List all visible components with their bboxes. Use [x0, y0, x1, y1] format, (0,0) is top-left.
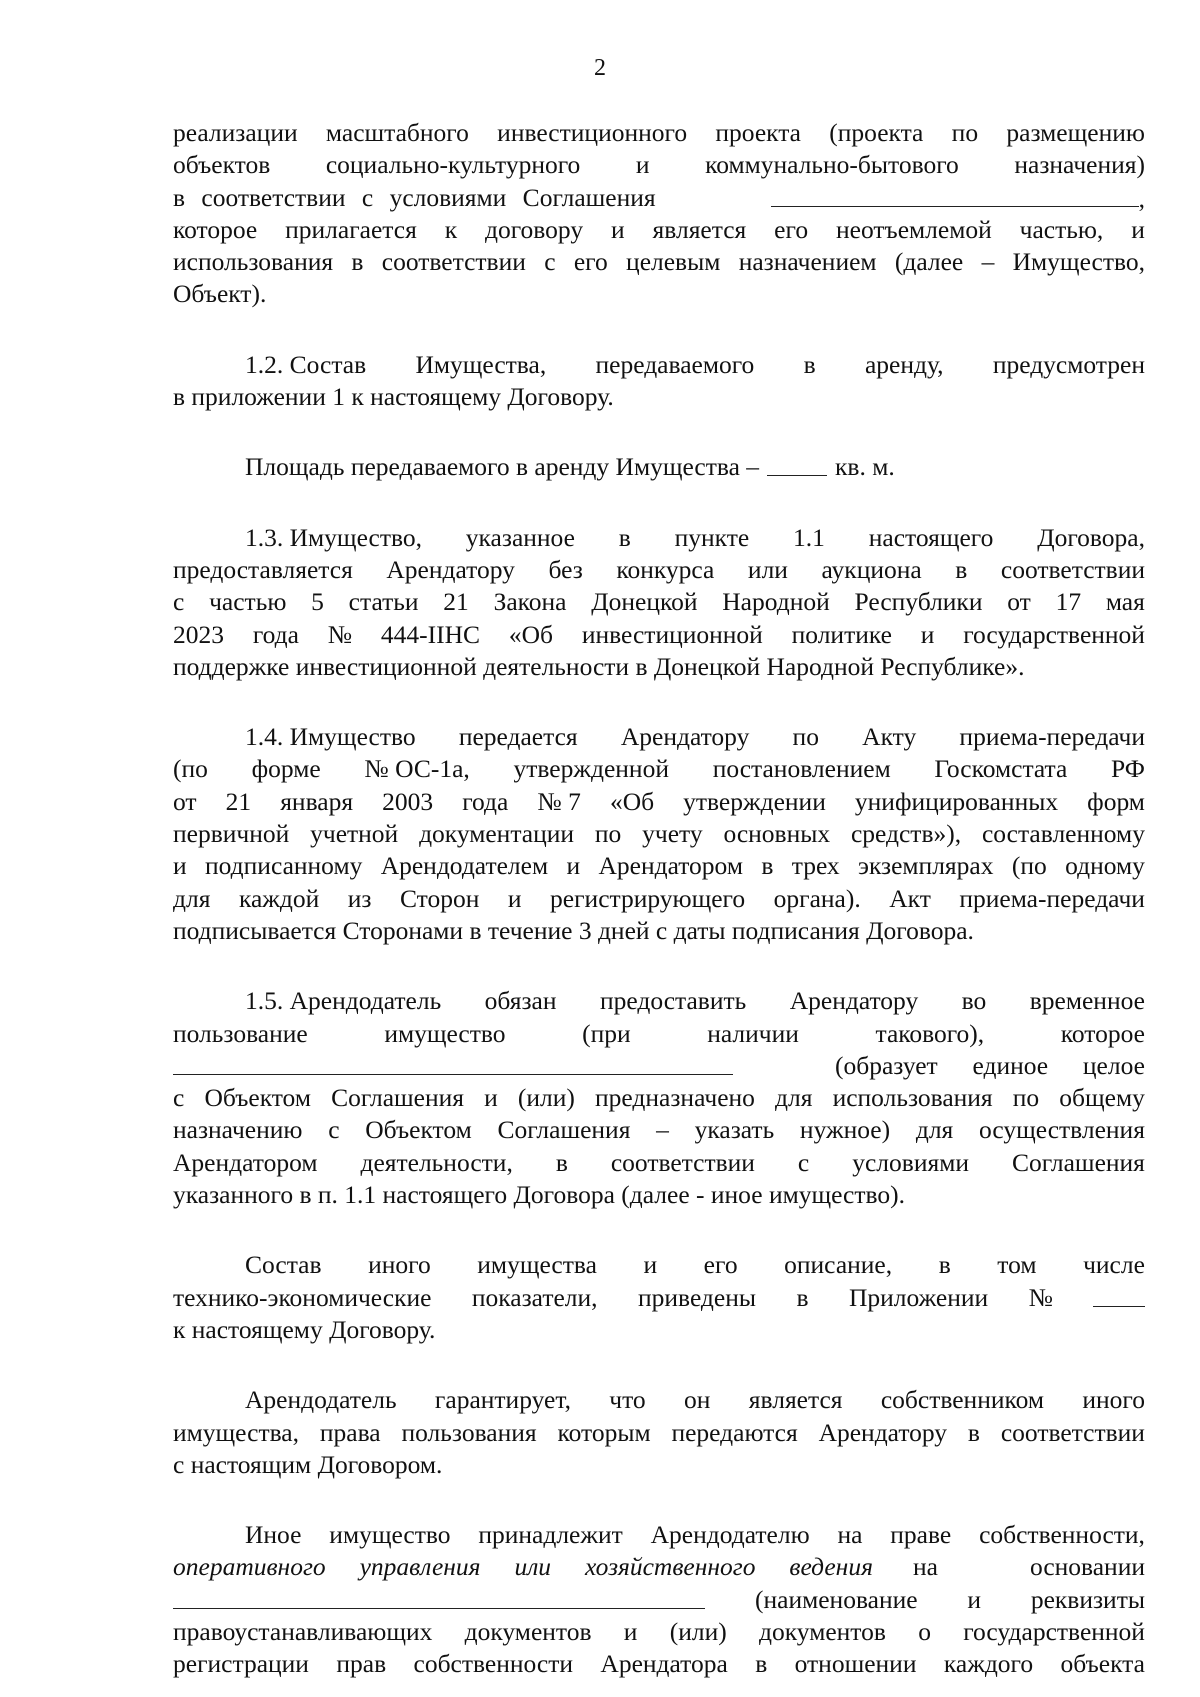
- appendix-number-blank: [1093, 1282, 1145, 1307]
- word: документов: [759, 1616, 886, 1646]
- paragraph-line: [173, 522, 1145, 554]
- word: соответствии: [1000, 554, 1145, 584]
- word: утверждении: [683, 786, 826, 816]
- paragraph-line: [173, 1147, 1145, 1179]
- word: года: [462, 786, 509, 816]
- word: 2003: [382, 786, 434, 816]
- word: Иное: [245, 1520, 302, 1550]
- paragraph-line: [173, 883, 1145, 915]
- word: или: [514, 1552, 552, 1582]
- word: оперативного: [173, 1552, 326, 1582]
- word: «Об: [508, 619, 554, 649]
- word: указанное: [465, 522, 575, 552]
- word: использования: [173, 247, 334, 277]
- word: частью,: [1019, 214, 1104, 244]
- word: Госкомстата: [934, 754, 1068, 784]
- word: документов: [464, 1616, 592, 1646]
- paragraph-line: [173, 1584, 1145, 1616]
- paragraph-line: [173, 786, 1145, 818]
- comma: ,: [1138, 183, 1145, 213]
- word: соответствии: [381, 247, 526, 277]
- word: общему: [1059, 1083, 1145, 1113]
- word: из: [347, 883, 372, 913]
- word: (или): [517, 1083, 575, 1113]
- word: в: [351, 247, 364, 277]
- word: Республики: [854, 587, 983, 617]
- page-number: 2: [594, 55, 606, 81]
- word: имущества: [477, 1250, 597, 1280]
- word: средств»),: [850, 819, 962, 849]
- word: (по: [173, 754, 208, 784]
- paragraph-line: [173, 1050, 1145, 1082]
- paragraph-line: [173, 214, 1145, 246]
- word: по: [594, 819, 622, 849]
- word: том: [997, 1250, 1037, 1280]
- line-text: указанного в п. 1.1 настоящего Договора (далее - иное имущество).: [173, 1180, 906, 1210]
- paragraph-line: [173, 117, 1145, 149]
- word: объекта: [1060, 1649, 1145, 1679]
- word: Имущество,: [1012, 247, 1145, 277]
- word: целое: [1082, 1050, 1145, 1080]
- line-words: в соответствии с условиями Соглашения: [173, 182, 656, 212]
- line-words: [913, 1551, 1145, 1583]
- word: унифицированных: [854, 786, 1059, 816]
- word: в: [803, 349, 816, 379]
- line-text: в приложении 1 к настоящему Договору.: [173, 382, 614, 412]
- word: которое: [173, 214, 258, 244]
- word: от: [173, 786, 197, 816]
- paragraph-line: [173, 651, 1145, 683]
- word: (наименование: [755, 1584, 918, 1614]
- word: Объектом: [204, 1083, 311, 1113]
- word: утвержденной: [513, 754, 669, 784]
- word: Арендодателем: [380, 851, 549, 881]
- word: Приложении: [848, 1282, 989, 1312]
- word: форм: [1087, 786, 1145, 816]
- paragraph-line: [173, 246, 1145, 278]
- word: Имущества,: [415, 349, 547, 379]
- line-text: с настоящим Договором.: [173, 1449, 443, 1479]
- line-text: Площадь передаваемого в аренду Имущества –: [245, 452, 760, 482]
- word: с: [797, 1147, 810, 1177]
- word: статьи: [348, 587, 419, 617]
- word: передаваемого: [595, 349, 755, 379]
- word: и: [635, 150, 650, 180]
- word: предусмотрен: [992, 349, 1145, 379]
- word: и: [507, 883, 522, 913]
- word: или: [747, 554, 788, 584]
- word: Арендатору: [386, 554, 515, 584]
- word: учетной: [310, 819, 399, 849]
- word: Закона: [493, 587, 567, 617]
- word: ведения: [789, 1552, 873, 1582]
- word: Арендатору: [789, 986, 919, 1016]
- word: он: [684, 1385, 711, 1415]
- word: 2023: [173, 619, 224, 649]
- word: для: [173, 883, 211, 913]
- word: с: [544, 247, 556, 277]
- word: и: [623, 1616, 638, 1646]
- word: инвестиционного: [497, 118, 688, 147]
- word: обязан: [484, 986, 557, 1016]
- word: аренду,: [864, 349, 944, 379]
- unit-text: кв. м.: [835, 452, 895, 482]
- word: масштабного: [325, 118, 469, 147]
- paragraph-line: [173, 1114, 1145, 1146]
- word: собственником: [880, 1385, 1044, 1415]
- word: –: [656, 1115, 669, 1145]
- word: является: [748, 1385, 843, 1415]
- word: в: [967, 1417, 980, 1447]
- line-text: к настоящему Договору.: [173, 1314, 436, 1344]
- paragraph-line: [173, 818, 1145, 850]
- word: с: [173, 1083, 185, 1113]
- word: и: [643, 1250, 658, 1280]
- word: настоящего: [868, 522, 994, 552]
- line-words: [173, 1282, 1053, 1314]
- word: постановлением: [712, 754, 891, 784]
- word: для: [915, 1115, 954, 1145]
- word: регистрации: [173, 1649, 309, 1679]
- word: реквизиты: [1030, 1584, 1145, 1614]
- word: о: [918, 1616, 931, 1646]
- word: №: [1028, 1282, 1053, 1312]
- word: Объектом: [365, 1115, 472, 1145]
- word: по: [951, 118, 979, 147]
- word: объектов: [173, 150, 271, 180]
- paragraph-line: [173, 182, 1145, 214]
- word: которым: [557, 1417, 651, 1447]
- paragraph-line: [173, 1519, 1145, 1551]
- word: на: [913, 1552, 938, 1582]
- word: на: [837, 1520, 863, 1550]
- word: Арендатору: [818, 1417, 948, 1447]
- word: Арендатора: [600, 1649, 728, 1679]
- word: с: [328, 1115, 340, 1145]
- italic-words: [173, 1551, 873, 1583]
- word: для: [775, 1083, 813, 1113]
- word: пользования: [401, 1417, 537, 1447]
- line-text: Объект).: [173, 279, 267, 309]
- word: и: [173, 851, 187, 881]
- paragraph-line: [173, 1616, 1145, 1648]
- word: 21: [225, 786, 252, 816]
- word: предоставляется: [173, 554, 353, 584]
- word: размещению: [1006, 118, 1145, 147]
- word: в: [555, 1147, 568, 1177]
- paragraph-line: [173, 1417, 1145, 1449]
- word: временное: [1029, 986, 1145, 1016]
- word: основных: [723, 819, 831, 849]
- fill-in-blank: [771, 182, 1139, 207]
- word: единое: [972, 1050, 1049, 1080]
- word: органа).: [773, 883, 861, 913]
- word: трех: [791, 851, 840, 881]
- word: в: [955, 554, 968, 584]
- word: числе: [1083, 1250, 1145, 1280]
- word: мая: [1105, 587, 1145, 617]
- word: коммунально-бытового: [705, 150, 959, 180]
- word: что: [609, 1385, 646, 1415]
- paragraph-line: [173, 1314, 1145, 1346]
- word: соответствии: [1000, 1417, 1145, 1447]
- word: соответствии: [610, 1147, 755, 1177]
- word: Народной: [722, 587, 830, 617]
- word: Соглашения: [331, 1083, 465, 1113]
- word: конкурса: [616, 554, 715, 584]
- paragraph-line: [173, 985, 1145, 1017]
- paragraph-line: [173, 451, 1145, 483]
- paragraph-line: [173, 1282, 1145, 1314]
- word: форме: [251, 754, 321, 784]
- paragraph-line: [173, 1384, 1145, 1416]
- word: передаются: [671, 1417, 798, 1447]
- word: экземплярах: [858, 851, 994, 881]
- word: (образует: [835, 1050, 938, 1080]
- word: Соглашения: [497, 1115, 631, 1145]
- paragraph-line: [173, 753, 1145, 785]
- word: инвестиционной: [581, 619, 763, 649]
- word: Акт: [889, 883, 931, 913]
- word: назначением: [738, 247, 877, 277]
- area-blank: [767, 451, 827, 476]
- word: хозяйственного: [584, 1552, 756, 1582]
- word: учету: [642, 819, 703, 849]
- word: каждого: [943, 1649, 1034, 1679]
- word: 1.1: [793, 522, 825, 552]
- word: Сторон: [399, 883, 480, 913]
- word: и: [1131, 214, 1145, 244]
- word: технико-экономические: [173, 1282, 432, 1312]
- word: по: [1012, 1083, 1040, 1113]
- word: каждой: [238, 883, 320, 913]
- word: деятельности,: [360, 1147, 513, 1177]
- word: пункте: [674, 522, 750, 552]
- word: реализации: [173, 118, 298, 147]
- word: права: [319, 1417, 381, 1447]
- word: (далее: [894, 247, 964, 277]
- paragraph-line: [173, 554, 1145, 586]
- paragraph-line: [173, 1082, 1145, 1114]
- word: Арендатором: [173, 1147, 318, 1177]
- word: управления: [359, 1552, 481, 1582]
- word: описание,: [784, 1250, 893, 1280]
- paragraph-line: [173, 915, 1145, 947]
- word: в: [796, 1282, 809, 1312]
- word: принадлежит: [478, 1520, 623, 1550]
- word: Договора,: [1037, 522, 1145, 552]
- word: № 7: [537, 786, 581, 816]
- word: первичной: [173, 819, 290, 849]
- word: в: [938, 1250, 951, 1280]
- word: такового),: [875, 1018, 985, 1048]
- word: Арендодатель: [245, 1385, 397, 1415]
- word: Арендатором: [598, 851, 743, 881]
- word: государственной: [963, 1616, 1145, 1646]
- word: собственности,: [979, 1520, 1145, 1550]
- word: его: [573, 247, 608, 277]
- word: передается: [458, 722, 578, 752]
- word: пользование: [173, 1018, 308, 1048]
- word: Соглашения: [1011, 1147, 1145, 1177]
- paragraph-line: [173, 149, 1145, 181]
- paragraph-line: [173, 349, 1145, 381]
- word: Акту: [862, 722, 917, 752]
- word: договору: [485, 214, 584, 244]
- word: Арендатору: [620, 722, 750, 752]
- word: его: [703, 1250, 738, 1280]
- line-words: [835, 1050, 1145, 1082]
- word: проекта: [715, 118, 801, 147]
- word: его: [774, 214, 809, 244]
- word: (проекта: [829, 118, 924, 147]
- paragraph-line: [173, 1648, 1145, 1680]
- word: аукциона: [821, 554, 922, 584]
- word: и: [610, 214, 625, 244]
- line-text: подписывается Сторонами в течение 3 дней с даты подписания Договора.: [173, 915, 974, 945]
- word: подписанному: [205, 851, 363, 881]
- word: отношении: [794, 1649, 917, 1679]
- word: одному: [1065, 851, 1145, 881]
- word: приведены: [638, 1282, 757, 1312]
- word: и: [484, 1083, 498, 1113]
- word: правоустанавливающих: [173, 1616, 433, 1646]
- word: указать: [694, 1115, 775, 1145]
- word: назначению: [173, 1115, 303, 1145]
- word: № ОС-1а,: [364, 754, 470, 784]
- paragraph-line: [173, 586, 1145, 618]
- paragraph-line: [173, 619, 1145, 651]
- line-text: поддержке инвестиционной деятельности в Донецкой Народной Республике».: [173, 651, 1025, 681]
- word: 21: [443, 587, 469, 617]
- word: 5: [311, 587, 324, 617]
- word: от: [1007, 587, 1031, 617]
- word: использования: [832, 1083, 993, 1113]
- word: иного: [1082, 1385, 1145, 1415]
- word: (или): [669, 1616, 727, 1646]
- paragraph-line: [173, 1449, 1145, 1481]
- word: нужное): [799, 1115, 891, 1145]
- word: в: [618, 522, 631, 552]
- word: РФ: [1111, 754, 1145, 784]
- word: показатели,: [471, 1282, 598, 1312]
- word: без: [548, 554, 583, 584]
- paragraph-line: [173, 1551, 1145, 1583]
- paragraph-line: [173, 721, 1145, 753]
- word: основании: [1029, 1552, 1145, 1582]
- word: года: [252, 619, 299, 649]
- word: частью: [209, 587, 287, 617]
- word: 1.5. Арендодатель: [245, 986, 442, 1016]
- word: осуществления: [979, 1115, 1145, 1145]
- word: которое: [1060, 1018, 1145, 1048]
- word: «Об: [609, 786, 655, 816]
- word: в: [755, 1649, 768, 1679]
- word: условиями: [852, 1147, 969, 1177]
- paragraph-line: [173, 1179, 1145, 1211]
- word: Арендодателю: [650, 1520, 810, 1550]
- word: (при: [582, 1018, 631, 1048]
- word: Состав: [245, 1250, 322, 1280]
- word: января: [280, 786, 354, 816]
- word: приема-передачи: [959, 722, 1145, 752]
- word: приема-передачи: [959, 883, 1145, 913]
- word: составленному: [981, 819, 1145, 849]
- word: 17: [1055, 587, 1082, 617]
- word: имущества,: [173, 1417, 299, 1447]
- word: 444-IIНС: [380, 619, 481, 649]
- word: №: [327, 619, 353, 649]
- fill-in-blank: [173, 1050, 733, 1075]
- word: собственности: [413, 1649, 574, 1679]
- word: иного: [368, 1250, 431, 1280]
- word: документации: [419, 819, 575, 849]
- word: является: [652, 214, 747, 244]
- word: 1.4. Имущество: [245, 722, 416, 752]
- word: в: [761, 851, 774, 881]
- word: –: [981, 247, 995, 277]
- word: целевым: [626, 247, 721, 277]
- word: и: [920, 619, 935, 649]
- word: назначения): [1014, 150, 1145, 180]
- word: имущество: [384, 1018, 506, 1048]
- word: предназначено: [595, 1083, 755, 1113]
- word: прилагается: [285, 214, 417, 244]
- word: прав: [336, 1649, 387, 1679]
- word: политике: [791, 619, 892, 649]
- paragraph-line: [173, 1249, 1145, 1281]
- word: наличии: [707, 1018, 799, 1048]
- word: 1.3. Имущество,: [245, 522, 422, 552]
- word: имущество: [329, 1520, 451, 1550]
- word: и: [967, 1584, 982, 1614]
- word: во: [961, 986, 987, 1016]
- word: социально-культурного: [325, 150, 581, 180]
- paragraph-line: [173, 850, 1145, 882]
- word: (по: [1011, 851, 1047, 881]
- word: предоставить: [599, 986, 747, 1016]
- word: и: [566, 851, 581, 881]
- word: Донецкой: [591, 587, 698, 617]
- paragraph-line: [173, 381, 1145, 413]
- word: к: [444, 214, 458, 244]
- line-end: [771, 182, 1145, 214]
- line-words: [755, 1584, 1145, 1616]
- word: регистрирующего: [550, 883, 746, 913]
- word: по: [792, 722, 819, 752]
- word: государственной: [963, 619, 1145, 649]
- fill-in-blank: [173, 1584, 705, 1609]
- document-body: [173, 117, 1145, 1681]
- word: гарантирует,: [434, 1385, 571, 1415]
- word: праве: [890, 1520, 952, 1550]
- word: неотъемлемой: [835, 214, 992, 244]
- word: 1.2. Состав: [245, 349, 367, 379]
- paragraph-line: [173, 278, 1145, 310]
- word: с: [173, 587, 185, 617]
- paragraph-line: [173, 1018, 1145, 1050]
